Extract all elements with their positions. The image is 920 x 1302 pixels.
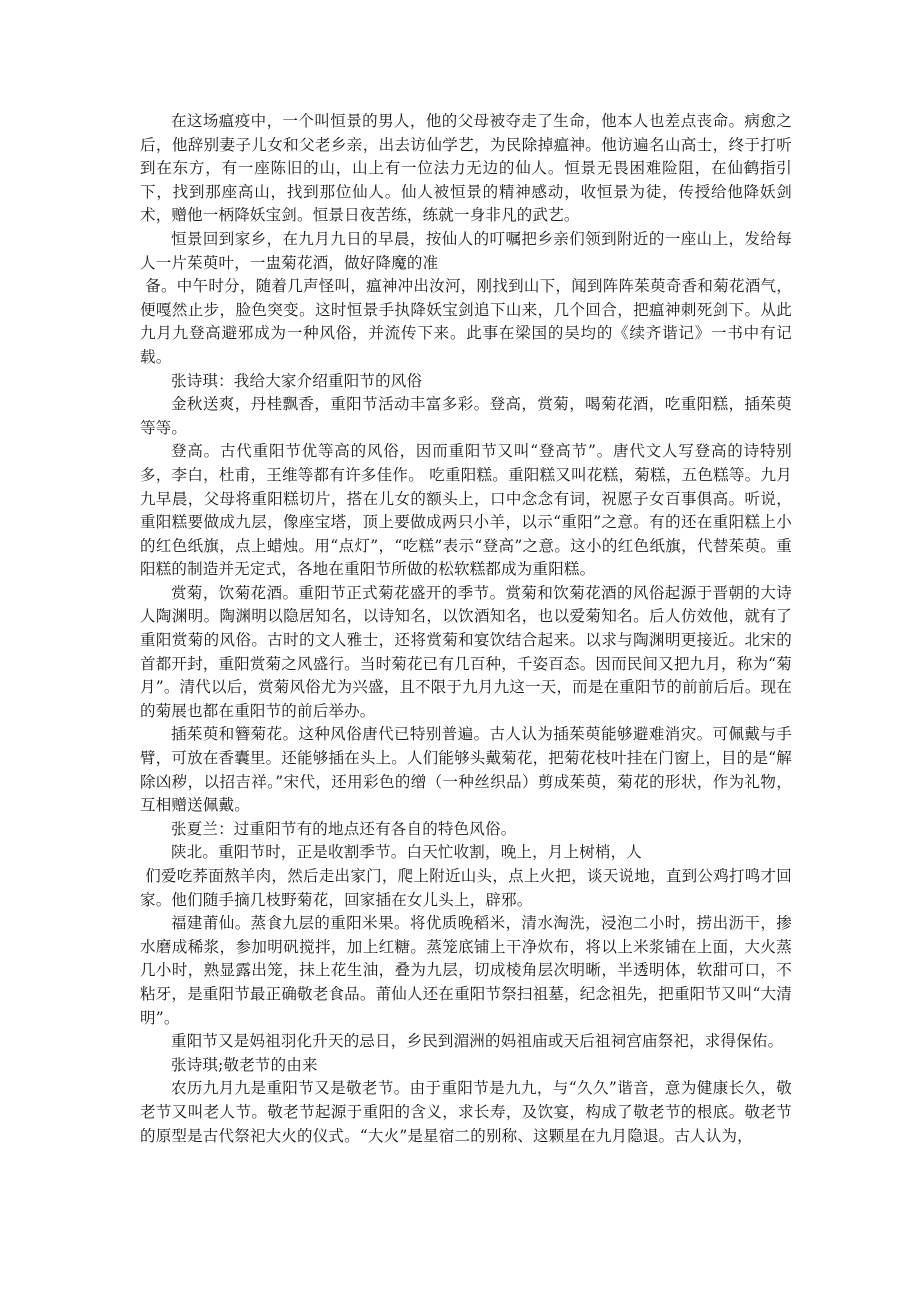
paragraph-mazu: 重阳节又是妈祖羽化升天的忌日，乡民到湄洲的妈祖庙或天后祖祠宫庙祭祀，求得保佑。 bbox=[171, 1032, 784, 1051]
paragraph-elderly-day-origin: 农历九月九是重阳节又是敬老节。由于重阳节是九九，与“久久”谐音，意为健康长久，敬老节又叫老人节。敬老节起源于重阳的含义，求长寿，及饮宴，构成了敬老节的根底。敬老节的原型是古代祭祀大火的仪式。“大火”是星宿二的别称、这颗星在九月隐退。古人认为， bbox=[140, 1079, 792, 1145]
paragraph-chrysanthemum: 赏菊，饮菊花酒。重阳节正式菊花盛开的季节。赏菊和饮菊花酒的风俗起源于晋朝的大诗人陶渊明。陶渊明以隐居知名，以诗知名，以饮酒知名，也以爱菊知名。后人仿效他，就有了重阳赏菊的风俗。古时的文人雅士，还将赏菊和宴饮结合起来。以求与陶渊明更接近。北宋的首都开封，重阳赏菊之风盛行。当时菊花已有几百种，千姿百态。因而民间又把九月，称为“菊月”。清代以后，赏菊风俗尤为兴盛，且不限于九月九这一天，而是在重阳节的前前后后。现在的菊展也都在重阳节的前后举办。 bbox=[140, 583, 792, 720]
paragraph-speaker-regional: 张夏兰：过重阳节有的地点还有各自的特色风俗。 bbox=[171, 819, 517, 838]
paragraph-story-hengjing: 在这场瘟疫中，一个叫恒景的男人，他的父母被夺走了生命，他本人也差点丧命。病愈之后，他辞别妻子儿女和父老乡亲，出去访仙学艺，为民除掉瘟神。他访遍名山高士，终于打听到在东方，有一座陈旧的山，山上有一位法力无边的仙人。恒景无畏困难险阻，在仙鹤指引下，找到那座高山，找到那位仙人。仙人被恒景的精神感动，收恒景为徒，传授给他降妖剑术，赠他一柄降妖宝剑。恒景日夜苦练，练就一身非凡的武艺。 bbox=[140, 112, 792, 225]
paragraph-customs-overview: 金秋送爽，丹桂飘香，重阳节活动丰富多彩。登高，赏菊，喝菊花酒，吃重阳糕，插茱萸等等。 bbox=[140, 395, 792, 437]
paragraph-fujian-puxian: 福建莆仙。蒸食九层的重阳米果。将优质晚稻米，清水淘洗，浸泡二小时，捞出沥干，掺水磨成稀浆，参加明矾搅拌，加上红糖。蒸笼底铺上干净炊布，将以上米浆铺在上面，大火蒸几小时，熟显露出笼，抹上花生油，叠为九层，切成棱角层次明晰，半透明体，软甜可口，不粘牙，是重阳节最正确敬老食品。莆仙人还在重阳节祭扫祖墓，纪念祖先，把重阳节又叫“大清明”。 bbox=[140, 914, 792, 1027]
paragraph-speaker-customs-intro: 张诗琪：我给大家介绍重阳节的风俗 bbox=[171, 371, 423, 390]
paragraph-story-return: 恒景回到家乡，在九月九日的早晨，按仙人的叮嘱把乡亲们领到附近的一座山上，发给每人一片茱萸叶，一盅菊花酒，做好降魔的准 备。中午时分，随着几声怪叫，瘟神冲出汝河，刚找到山下，闻到阵阵茱萸奇香和菊花酒气，便嘎然止步，脸色突变。这时恒景手执降妖宝剑追下山来，几个回合，把瘟神刺死剑下。从此九月九登高避邪成为一种风俗，并流传下来。此事在梁国的吴均的《续齐谐记》一书中有记载。 bbox=[140, 229, 793, 366]
paragraph-climbing-cake: 登高。古代重阳节优等高的风俗，因而重阳节又叫“登高节”。唐代文人写登高的诗特别多，李白，杜甫，王维等都有许多佳作。 吃重阳糕。重阳糕又叫花糕，菊糕，五色糕等。九月九早晨，父母将重阳糕切片，搭在儿女的额头上，口中念念有词，祝愿子女百事俱高。听说，重阳糕要做成九层，像座宝塔，顶上要做成两只小羊，以示“重阳”之意。有的还在重阳糕上小的红色纸旗，点上蜡烛。用“点灯”，“吃糕”表示“登高”之意。这小的红色纸旗，代替茱萸。重阳糕的制造并无定式，各地在重阳节所做的松软糕都成为重阳糕。 bbox=[140, 442, 792, 579]
paragraph-speaker-elderly-day: 张诗琪;敬老节的由来 bbox=[171, 1055, 318, 1074]
paragraph-shaanbei: 陕北。重阳节时，正是收割季节。白天忙收割，晚上，月上树梢，人 们爱吃荞面熬羊肉，然后走出家门，爬上附近山头，点上火把，谈天说地，直到公鸡打鸣才回家。他们随手摘几枝野菊花，回家插在女儿头上，辟邪。 bbox=[140, 843, 793, 909]
paragraph-dogwood: 插茱萸和簪菊花。这种风俗唐代已特别普遍。古人认为插茱萸能够避难消灾。可佩戴与手臂，可放在香囊里。还能够插在头上。人们能够头戴菊花，把菊花枝叶挂在门窗上，目的是“解除凶秽，以招吉祥。”宋代，还用彩色的缯（一种丝织品）剪成茱萸，菊花的形状，作为礼物，互相赠送佩戴。 bbox=[140, 725, 792, 815]
